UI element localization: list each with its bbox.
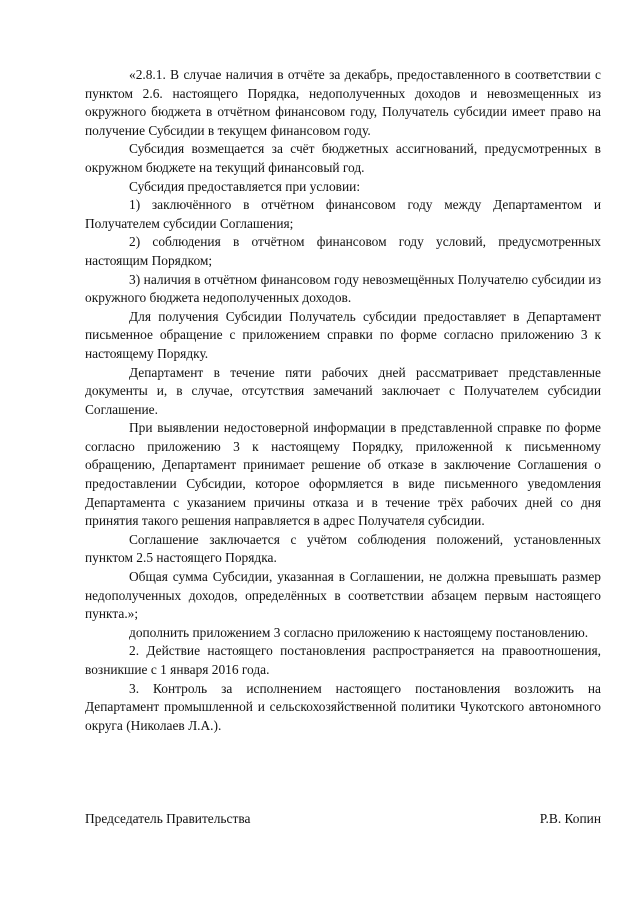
paragraph-condition-3: 3) наличия в отчётном финансовом году невозмещённых Получателю субсидии из окружного бюджета недополученных доходов.	[85, 271, 601, 306]
paragraph-item-2: 2. Действие настоящего постановления распространяется на правоотношения, возникшие с 1 января 2016 года.	[85, 643, 601, 677]
paragraph-condition-2: 2) соблюдения в отчётном финансовом году условий, предусмотренных настоящим Порядком;	[85, 234, 601, 268]
paragraph-condition-1: 1) заключённого в отчётном финансовом году между Департаментом и Получателем субсидии Соглашения;	[85, 197, 601, 231]
document-body	[85, 66, 601, 735]
paragraph-agreement: Соглашение заключается с учётом соблюдения положений, установленных пунктом 2.5 настоящего Порядка.	[85, 531, 601, 566]
paragraph-item-3: 3. Контроль за исполнением настоящего постановления возложить на Департамент промышленной и сельскохозяйственной политики Чукотского автономного округа (Николаев Л.А.).	[85, 680, 601, 733]
paragraph-application: Для получения Субсидии Получатель субсидии предоставляет в Департамент письменное обращение с приложением справки по форме согласно приложению 3 к настоящему Порядку.	[85, 308, 601, 361]
paragraph-total-amount: Общая сумма Субсидии, указанная в Соглашении, не должна превышать размер недополученных доходов, определённых в соответствии абзацем первым настоящего пункта.»;	[85, 569, 601, 622]
paragraph-review: Департамент в течение пяти рабочих дней рассматривает представленные документы и, в случае, отсутствия замечаний заключает с Получателем субсидии Соглашение.	[85, 364, 601, 417]
paragraph-subsidy-funding: Субсидия возмещается за счёт бюджетных ассигнований, предусмотренных в окружном бюджете на текущий финансовый год.	[85, 141, 601, 175]
signature-block	[85, 810, 601, 829]
signatory-position: Председатель Правительства	[85, 811, 251, 826]
signatory-name: Р.В. Копин	[539, 811, 601, 826]
paragraph-refusal: При выявлении недостоверной информации в представленной справке по форме согласно приложению 3 к настоящему Порядку, приложенной к письменному обращению, Департамент принимает решение об отказе в заключение Соглашения о предоставлении Субсидии, которое оформляется в виде письменного уведомления Департамента с указанием причины отказа и в течение трёх рабочих дней со дня принятия такого решения направляется в адрес Получателя субсидии.	[85, 420, 601, 529]
paragraph-appendix: дополнить приложением 3 согласно приложению к настоящему постановлению.	[129, 624, 589, 640]
paragraph-2-8-1: «2.8.1. В случае наличия в отчёте за декабрь, предоставленного в соответствии с пунктом 2.6. настоящего Порядка, недополученных доходов и невозмещенных из окружного бюджета в отчётном финансовом году, Получатель субсидии имеет право на получение Субсидии в текущем финансовом году.	[85, 67, 601, 138]
paragraph-conditions-intro: Субсидия предоставляется при условии:	[129, 178, 361, 194]
